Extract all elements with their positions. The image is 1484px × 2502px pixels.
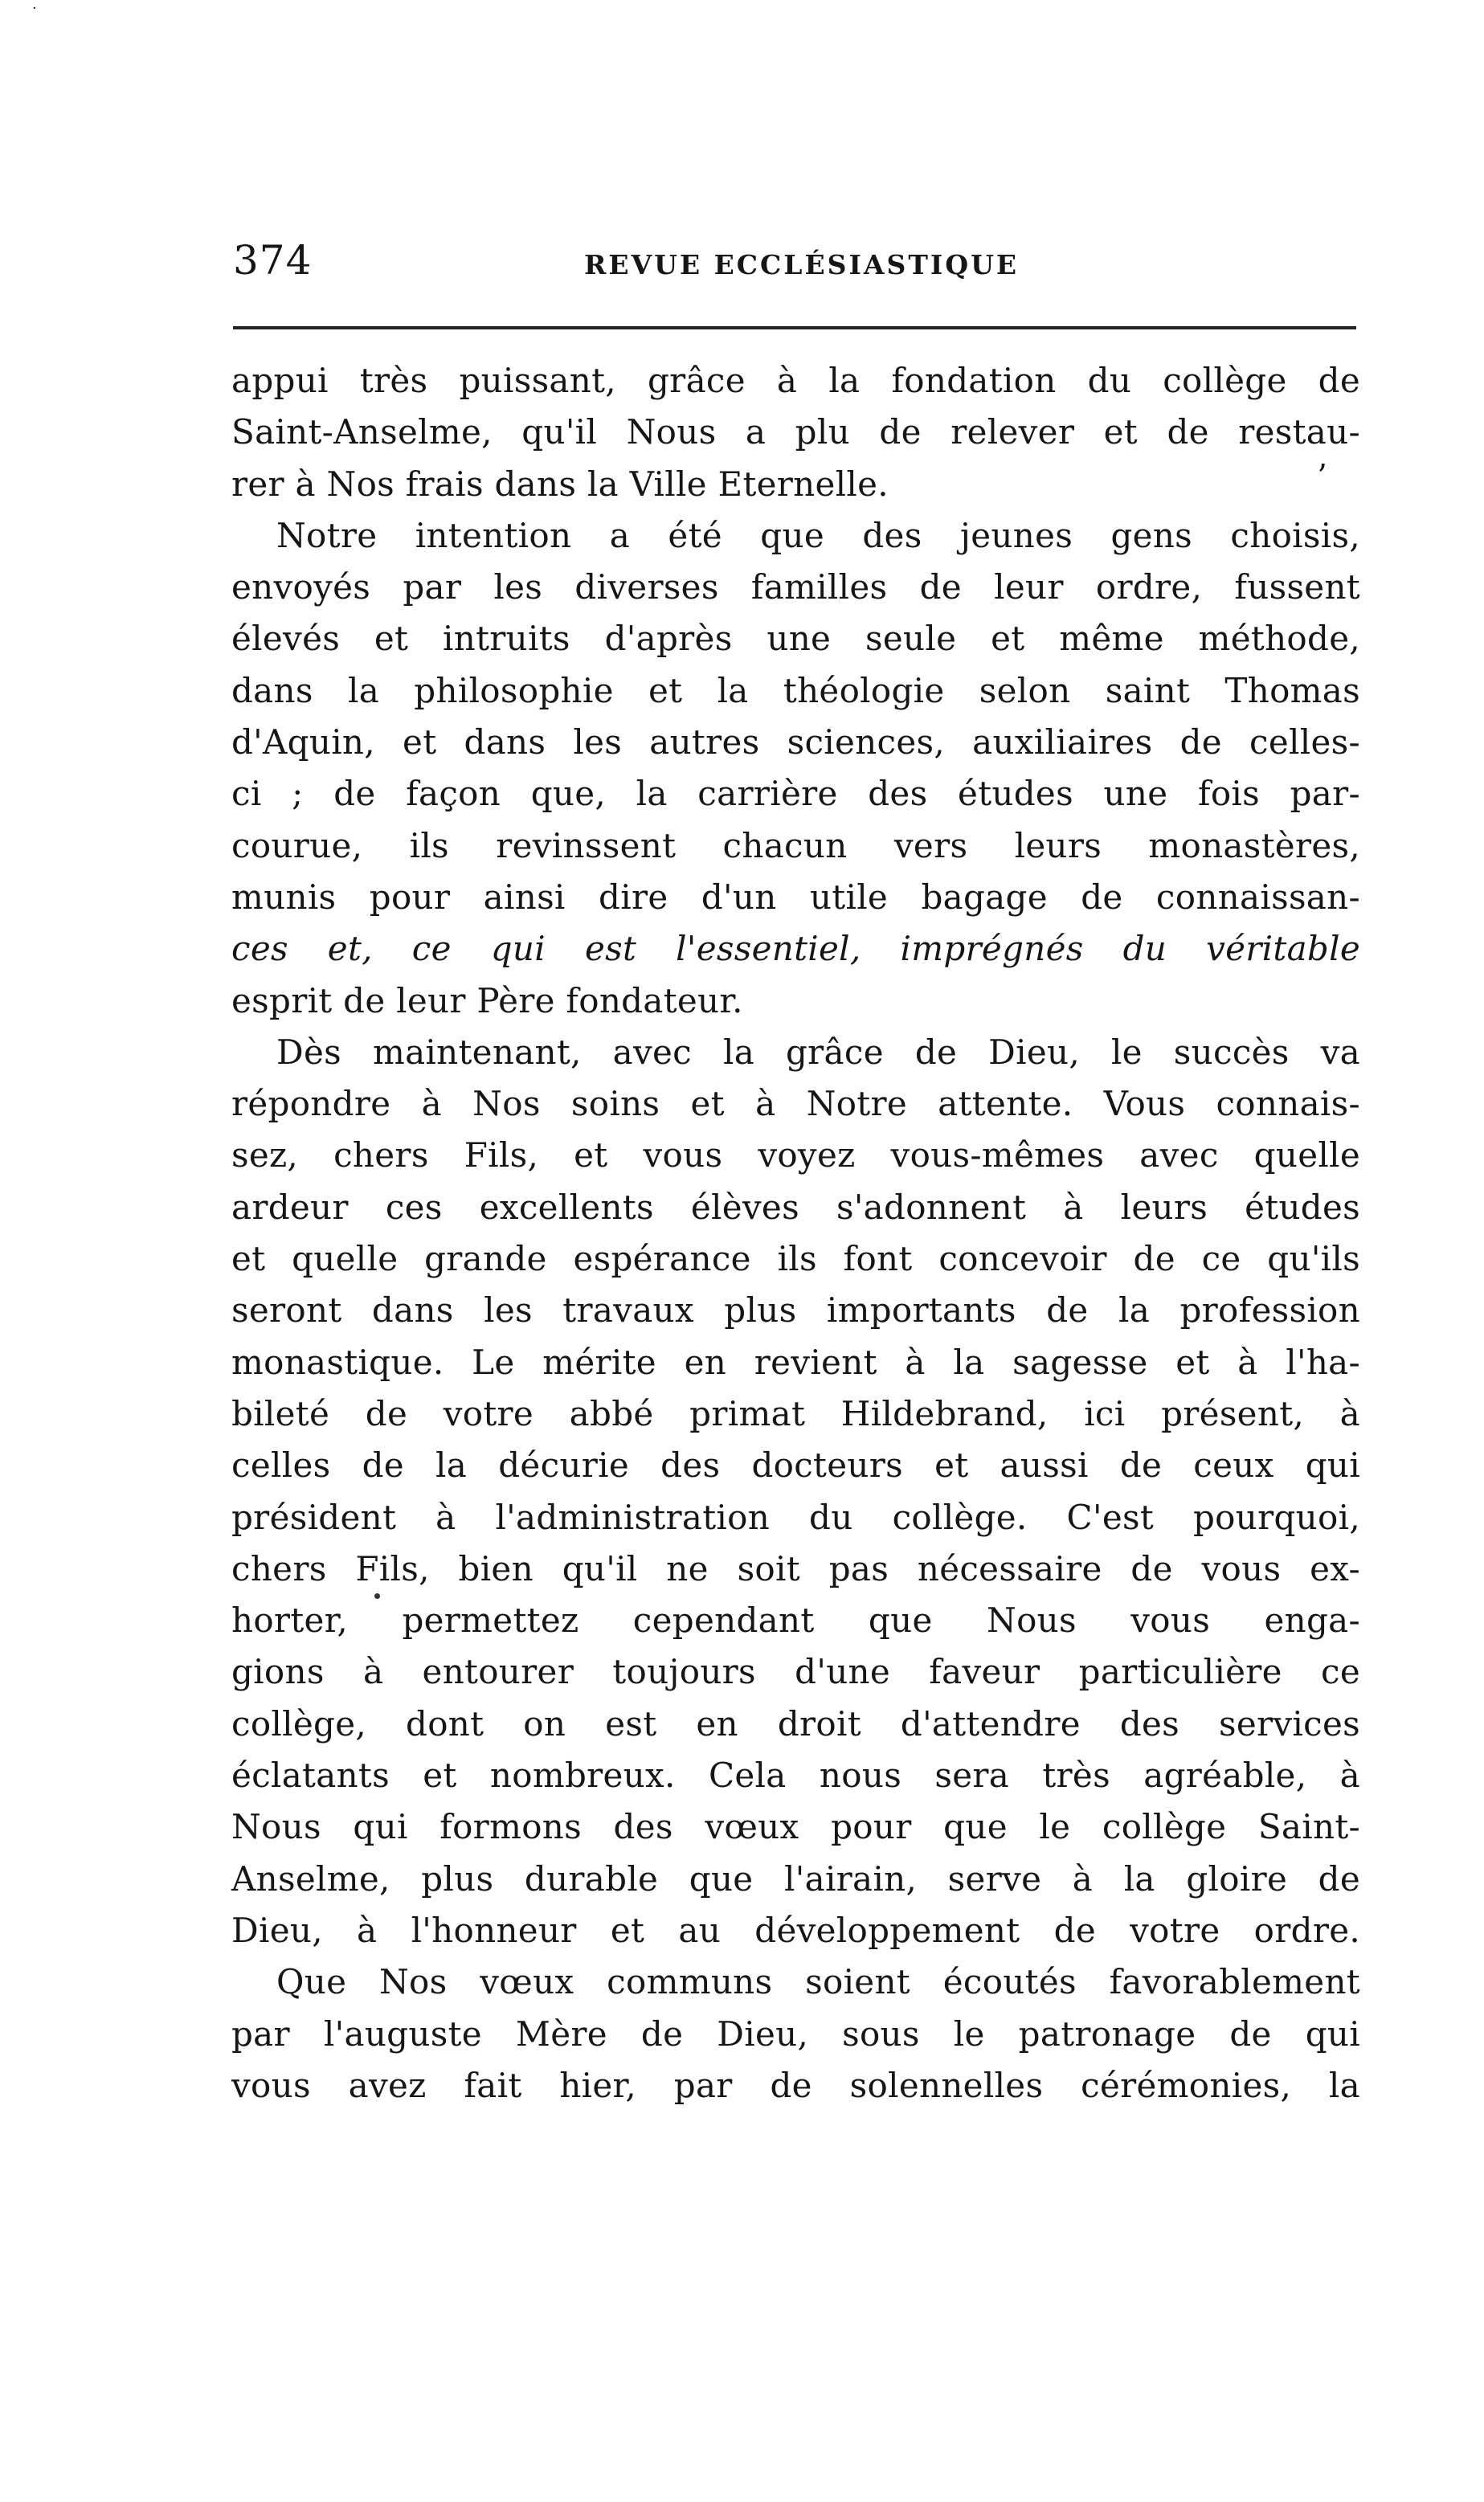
paragraph-first-line: Que Nos vœux communs soient écoutés favorablement	[276, 1962, 1360, 2002]
text-line: ci ; de façon que, la carrière des études une fois par-	[231, 774, 1360, 814]
running-title: REVUE ECCLÉSIASTIQUE	[584, 249, 1020, 280]
running-head	[233, 235, 1358, 299]
paragraph-first-line: Dès maintenant, avec la grâce de Dieu, le succès va	[276, 1032, 1360, 1072]
text-line: ardeur ces excellents élèves s'adonnent à leurs études	[231, 1187, 1360, 1227]
page-number: 374	[233, 237, 313, 284]
text-line: rer à Nos frais dans la Ville Eternelle.	[231, 464, 889, 504]
text-line: Anselme, plus durable que l'airain, serve à la gloire de	[231, 1858, 1360, 1899]
text-line: collège, dont on est en droit d'attendre des services	[231, 1703, 1360, 1744]
corner-mark: ·	[32, 0, 37, 17]
text-line: président à l'administration du collège. C'est pourquoi,	[231, 1497, 1360, 1537]
text-line: Saint-Anselme, qu'il Nous a plu de relever et de restau-	[231, 412, 1360, 452]
text-line: sez, chers Fils, et vous voyez vous-mêmes avec quelle	[231, 1135, 1360, 1175]
header-rule	[233, 326, 1356, 329]
text-line: éclatants et nombreux. Cela nous sera très agréable, à	[231, 1756, 1360, 1796]
text-line: répondre à Nos soins et à Notre attente. Vous connais-	[231, 1084, 1360, 1124]
text-line: d'Aquin, et dans les autres sciences, auxiliaires de celles-	[231, 722, 1360, 762]
stray-dot	[374, 1593, 380, 1599]
text-line: courue, ils revinssent chacun vers leurs monastères,	[231, 825, 1360, 865]
text-line: monastique. Le mérite en revient à la sagesse et à l'ha-	[231, 1342, 1360, 1382]
text-line: ces et, ce qui est l'essentiel, imprégnés du véritable	[231, 929, 1360, 969]
body-text	[231, 355, 1360, 2112]
text-line: gions à entourer toujours d'une faveur particulière ce	[231, 1652, 1360, 1692]
text-line: munis pour ainsi dire d'un utile bagage de connaissan-	[231, 877, 1360, 917]
stray-accent-mark: ʼ	[1316, 459, 1327, 496]
text-line: esprit de leur Père fondateur.	[231, 980, 743, 1020]
text-line: horter, permettez cependant que Nous vous enga-	[231, 1601, 1360, 1641]
text-line: chers Fils, bien qu'il ne soit pas nécessaire de vous ex-	[231, 1548, 1360, 1588]
text-line: vous avez fait hier, par de solennelles cérémonies, la	[231, 2065, 1360, 2105]
text-line: et quelle grande espérance ils font concevoir de ce qu'ils	[231, 1239, 1360, 1279]
text-line: envoyés par les diverses familles de leur ordre, fussent	[231, 567, 1360, 607]
text-line: Dieu, à l'honneur et au développement de votre ordre.	[231, 1910, 1360, 1950]
text-line: dans la philosophie et la théologie selon saint Thomas	[231, 670, 1360, 710]
paragraph-first-line: Notre intention a été que des jeunes gens choisis,	[276, 515, 1360, 555]
text-line: bileté de votre abbé primat Hildebrand, ici présent, à	[231, 1393, 1360, 1433]
text-line: celles de la décurie des docteurs et aussi de ceux qui	[231, 1445, 1360, 1486]
text-line: Nous qui formons des vœux pour que le collège Saint-	[231, 1807, 1360, 1847]
text-line: appui très puissant, grâce à la fondation du collège de	[231, 361, 1360, 400]
text-line: élevés et intruits d'après une seule et même méthode,	[231, 619, 1360, 659]
text-line: par l'auguste Mère de Dieu, sous le patronage de qui	[231, 2013, 1360, 2054]
text-line: seront dans les travaux plus importants de la profession	[231, 1290, 1360, 1331]
